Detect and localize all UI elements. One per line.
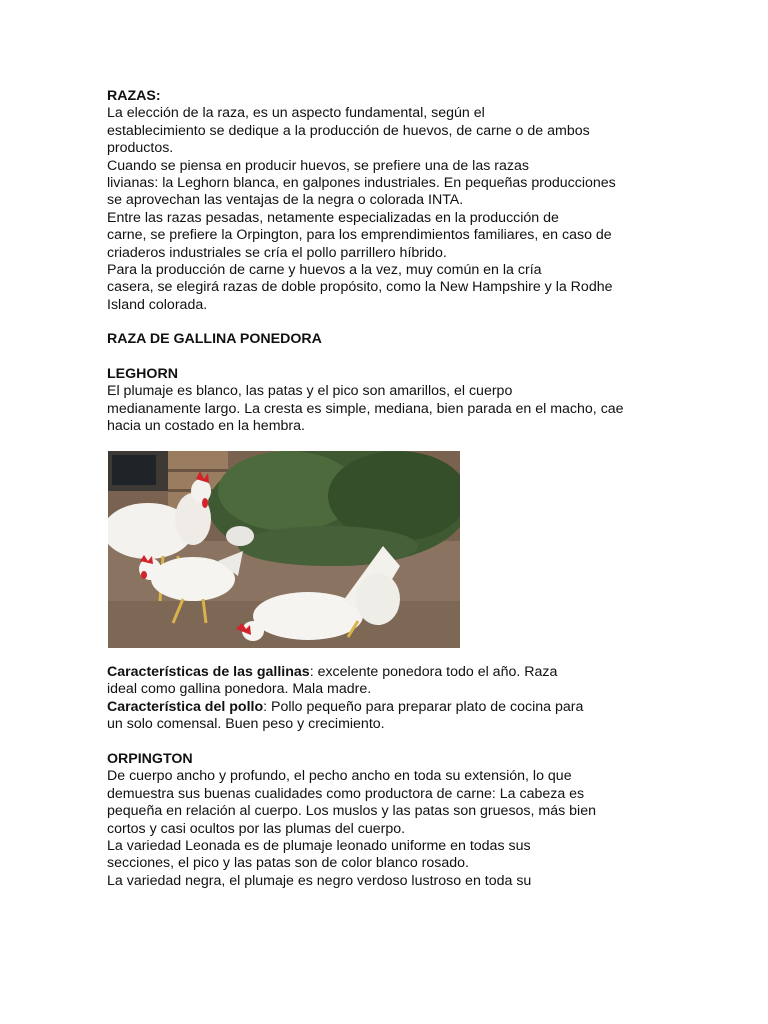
- orpington-line: cortos y casi ocultos por las plumas del cuerpo.: [107, 820, 406, 837]
- ponedora-heading: RAZA DE GALLINA PONEDORA: [107, 331, 322, 347]
- leghorn-line: medianamente largo. La cresta es simple, mediana, bien parada en el macho, cae: [107, 400, 624, 417]
- razas-line: Para la producción de carne y huevos a la vez, muy común en la cría: [107, 262, 542, 279]
- caracteristicas-section: [107, 664, 667, 734]
- orpington-heading: ORPINGTON: [107, 751, 193, 767]
- leghorn-heading: LEGHORN: [107, 366, 178, 382]
- razas-line: casera, se elegirá razas de doble propósito, como la New Hampshire y la Rodhe: [107, 279, 613, 296]
- orpington-line: secciones, el pico y las patas son de color blanco rosado.: [107, 855, 469, 872]
- pollo-text-cont: un solo comensal. Buen peso y crecimiento.: [107, 716, 385, 733]
- leghorn-section: [107, 366, 667, 436]
- razas-line: livianas: la Leghorn blanca, en galpones industriales. En pequeñas producciones: [107, 175, 616, 192]
- razas-line: Cuando se piensa en producir huevos, se prefiere una de las razas: [107, 157, 529, 174]
- razas-line: La elección de la raza, es un aspecto fundamental, según el: [107, 105, 485, 122]
- razas-line: criaderos industriales se cría el pollo parrillero híbrido.: [107, 244, 447, 261]
- pollo-text: : Pollo pequeño para preparar plato de cocina para: [263, 698, 584, 715]
- razas-line: se aprovechan las ventajas de la negra o colorada INTA.: [107, 192, 464, 209]
- razas-section: [107, 88, 667, 314]
- razas-line: establecimiento se dedique a la producción de huevos, de carne o de ambos: [107, 122, 590, 139]
- gallinas-text-cont: ideal como gallina ponedora. Mala madre.: [107, 681, 372, 698]
- pollo-label: Característica del pollo: [107, 698, 264, 715]
- gallinas-characteristics: [107, 664, 667, 681]
- orpington-line: demuestra sus buenas cualidades como productora de carne: La cabeza es: [107, 785, 585, 802]
- leghorn-chickens-illustration: [108, 451, 460, 648]
- razas-heading: RAZAS:: [107, 88, 161, 104]
- ponedora-section: [107, 331, 667, 348]
- razas-line: Entre las razas pesadas, netamente especializadas en la producción de: [107, 209, 559, 226]
- orpington-line: De cuerpo ancho y profundo, el pecho ancho en toda su extensión, lo que: [107, 768, 572, 785]
- leghorn-line: El plumaje es blanco, las patas y el pico son amarillos, el cuerpo: [107, 383, 513, 400]
- orpington-line: La variedad Leonada es de plumaje leonado uniforme en todas sus: [107, 838, 531, 855]
- razas-line: Island colorada.: [107, 296, 208, 313]
- gallinas-label: Características de las gallinas: [107, 664, 310, 680]
- razas-line: productos.: [107, 140, 174, 157]
- razas-line: carne, se prefiere la Orpington, para los emprendimientos familiares, en caso de: [107, 227, 612, 244]
- pollo-characteristics: [107, 699, 667, 716]
- leghorn-line: hacia un costado en la hembra.: [107, 418, 305, 435]
- orpington-line: pequeña en relación al cuerpo. Los muslos y las patas son gruesos, más bien: [107, 803, 596, 820]
- gallinas-text: : excelente ponedora todo el año. Raza: [309, 664, 558, 680]
- orpington-line: La variedad negra, el plumaje es negro verdoso lustroso en toda su: [107, 872, 532, 889]
- leghorn-chickens-photo: [108, 451, 460, 648]
- orpington-section: [107, 751, 667, 890]
